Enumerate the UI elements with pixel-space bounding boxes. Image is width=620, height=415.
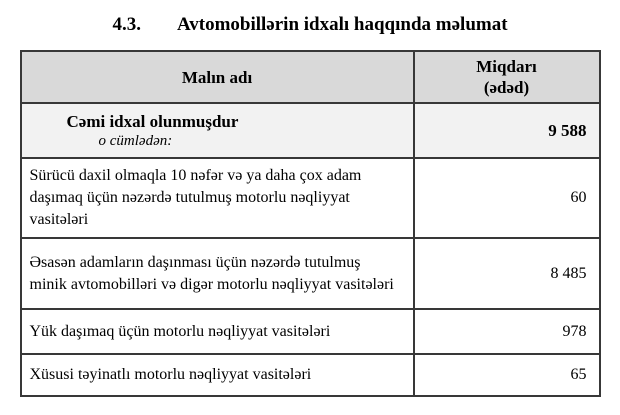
row-name: Sürücü daxil olmaqla 10 nəfər və ya daha çox adam daşımaq üçün nəzərdə tutulmuş motorlu nəqliyyat vasitələri bbox=[21, 158, 414, 238]
total-label: Cəmi idxal olunmuşdur bbox=[66, 111, 239, 131]
row-name: Xüsusi təyinatlı motorlu nəqliyyat vasitələri bbox=[21, 354, 414, 396]
table-row-total bbox=[21, 103, 600, 158]
col-header-quantity bbox=[414, 51, 600, 103]
row-value: 60 bbox=[414, 158, 600, 238]
col-header-product: Malın adı bbox=[21, 51, 414, 103]
row-name: Yük daşımaq üçün motorlu nəqliyyat vasitələri bbox=[21, 309, 414, 354]
section-title bbox=[0, 13, 620, 36]
col-header-quantity-line2: (ədəd) bbox=[483, 78, 530, 97]
total-sublabel: o cümlədən: bbox=[98, 132, 173, 149]
total-value: 9 588 bbox=[414, 103, 600, 158]
table-row bbox=[21, 158, 600, 238]
import-table bbox=[20, 50, 601, 397]
table-row bbox=[21, 309, 600, 354]
total-name-cell bbox=[21, 103, 414, 158]
col-header-quantity-line1: Miqdarı bbox=[476, 57, 537, 76]
row-name: Əsasən adamların daşınması üçün nəzərdə tutulmuş minik avtomobilləri və digər motorlu nəqliyyat vasitələri bbox=[21, 238, 414, 309]
row-value: 8 485 bbox=[414, 238, 600, 309]
table-row bbox=[21, 238, 600, 309]
row-value: 978 bbox=[414, 309, 600, 354]
table-row bbox=[21, 354, 600, 396]
row-value: 65 bbox=[414, 354, 600, 396]
section-title-text: Avtomobillərin idxalı haqqında məlumat bbox=[176, 14, 508, 35]
section-number: 4.3. bbox=[112, 14, 141, 35]
table-header-row bbox=[21, 51, 600, 103]
